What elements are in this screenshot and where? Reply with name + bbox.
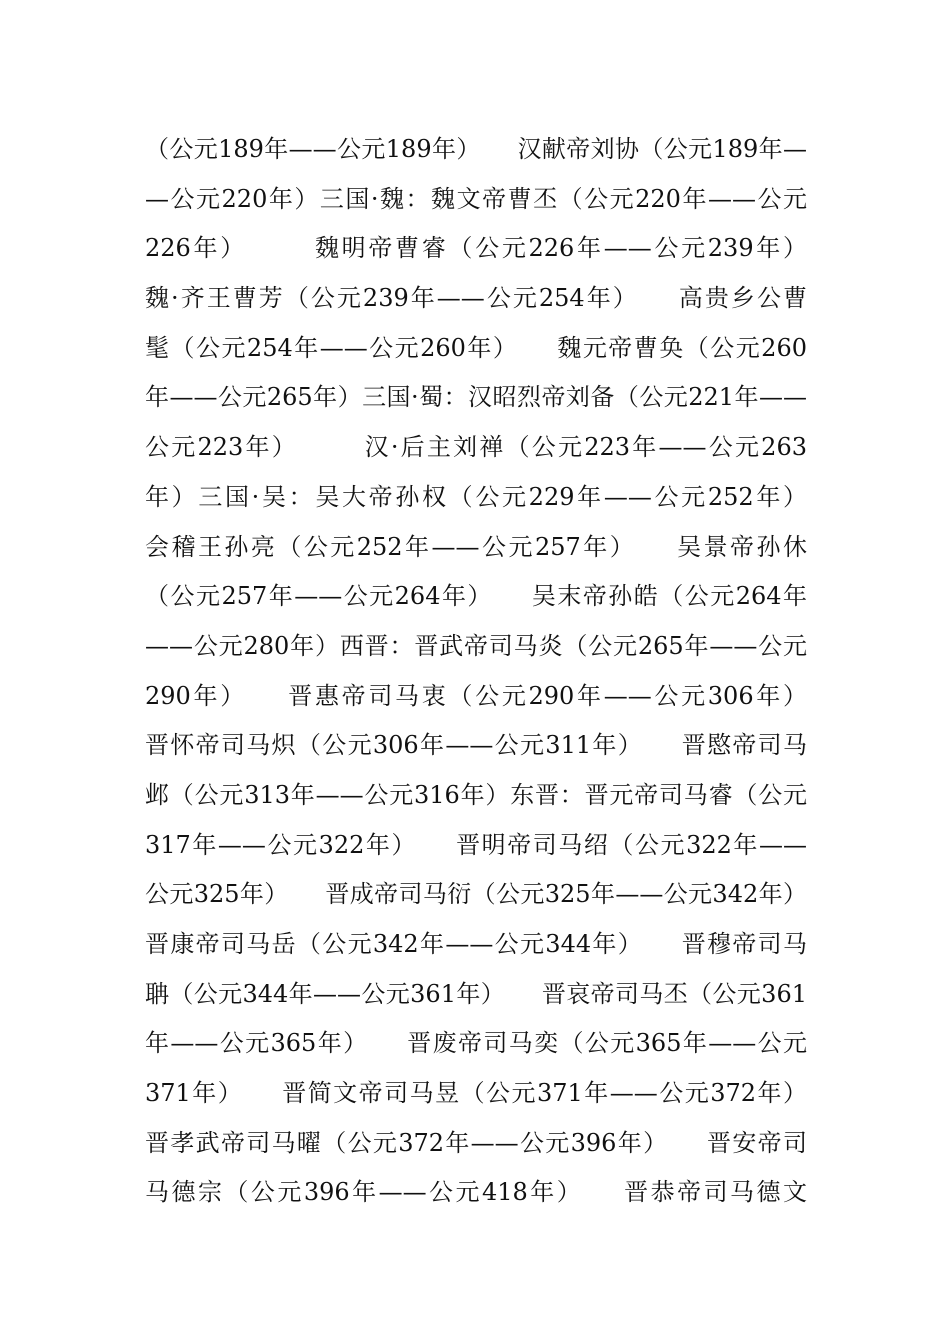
text-line: 公元325年） 晋成帝司马衍（公元325年——公元342年）	[145, 880, 807, 909]
text-line: 晋康帝司马岳（公元342年——公元344年） 晋穆帝司马	[145, 930, 807, 958]
text-line: 髦（公元254年——公元260年） 魏元帝曹奂（公元260	[145, 333, 807, 362]
text-line: 公元223年） 汉·后主刘禅（公元223年——公元263	[145, 433, 807, 462]
text-line: 魏·齐王曹芳（公元239年——公元254年） 高贵乡公曹	[145, 284, 807, 313]
text-line: 晋怀帝司马炽（公元306年——公元311年） 晋愍帝司马	[145, 731, 807, 760]
text-line: 290年） 晋惠帝司马衷（公元290年——公元306年）	[145, 681, 807, 710]
text-line: 会稽王孙亮（公元252年——公元257年） 吴景帝孙休	[145, 532, 807, 561]
text-line: 年——公元265年）三国·蜀：汉昭烈帝刘备（公元221年——	[145, 383, 807, 412]
text-line: 聃（公元344年——公元361年） 晋哀帝司马丕（公元361	[145, 979, 807, 1008]
text-line: （公元257年——公元264年） 吴末帝孙皓（公元264年	[145, 582, 807, 611]
text-line: 317年——公元322年） 晋明帝司马绍（公元322年——	[145, 830, 807, 859]
text-line: 226年） 魏明帝曹睿（公元226年——公元239年）	[145, 234, 807, 263]
text-line: ——公元280年）西晋：晋武帝司马炎（公元265年——公元	[145, 631, 807, 660]
text-line: 晋孝武帝司马曜（公元372年——公元396年） 晋安帝司	[145, 1128, 807, 1157]
text-line: 371年） 晋简文帝司马昱（公元371年——公元372年）	[145, 1079, 807, 1108]
text-line: 邺（公元313年——公元316年）东晋：晋元帝司马睿（公元	[145, 780, 807, 809]
text-line: 年——公元365年） 晋废帝司马奕（公元365年——公元	[145, 1029, 807, 1058]
text-line: 年）三国·吴：吴大帝孙权（公元229年——公元252年）	[145, 482, 807, 511]
text-line: 马德宗（公元396年——公元418年） 晋恭帝司马德文	[145, 1178, 807, 1207]
document-body-text	[145, 125, 807, 1218]
text-line: —公元220年）三国·魏：魏文帝曹丕（公元220年——公元	[145, 184, 807, 213]
text-line: （公元189年——公元189年） 汉献帝刘协（公元189年—	[145, 135, 807, 163]
